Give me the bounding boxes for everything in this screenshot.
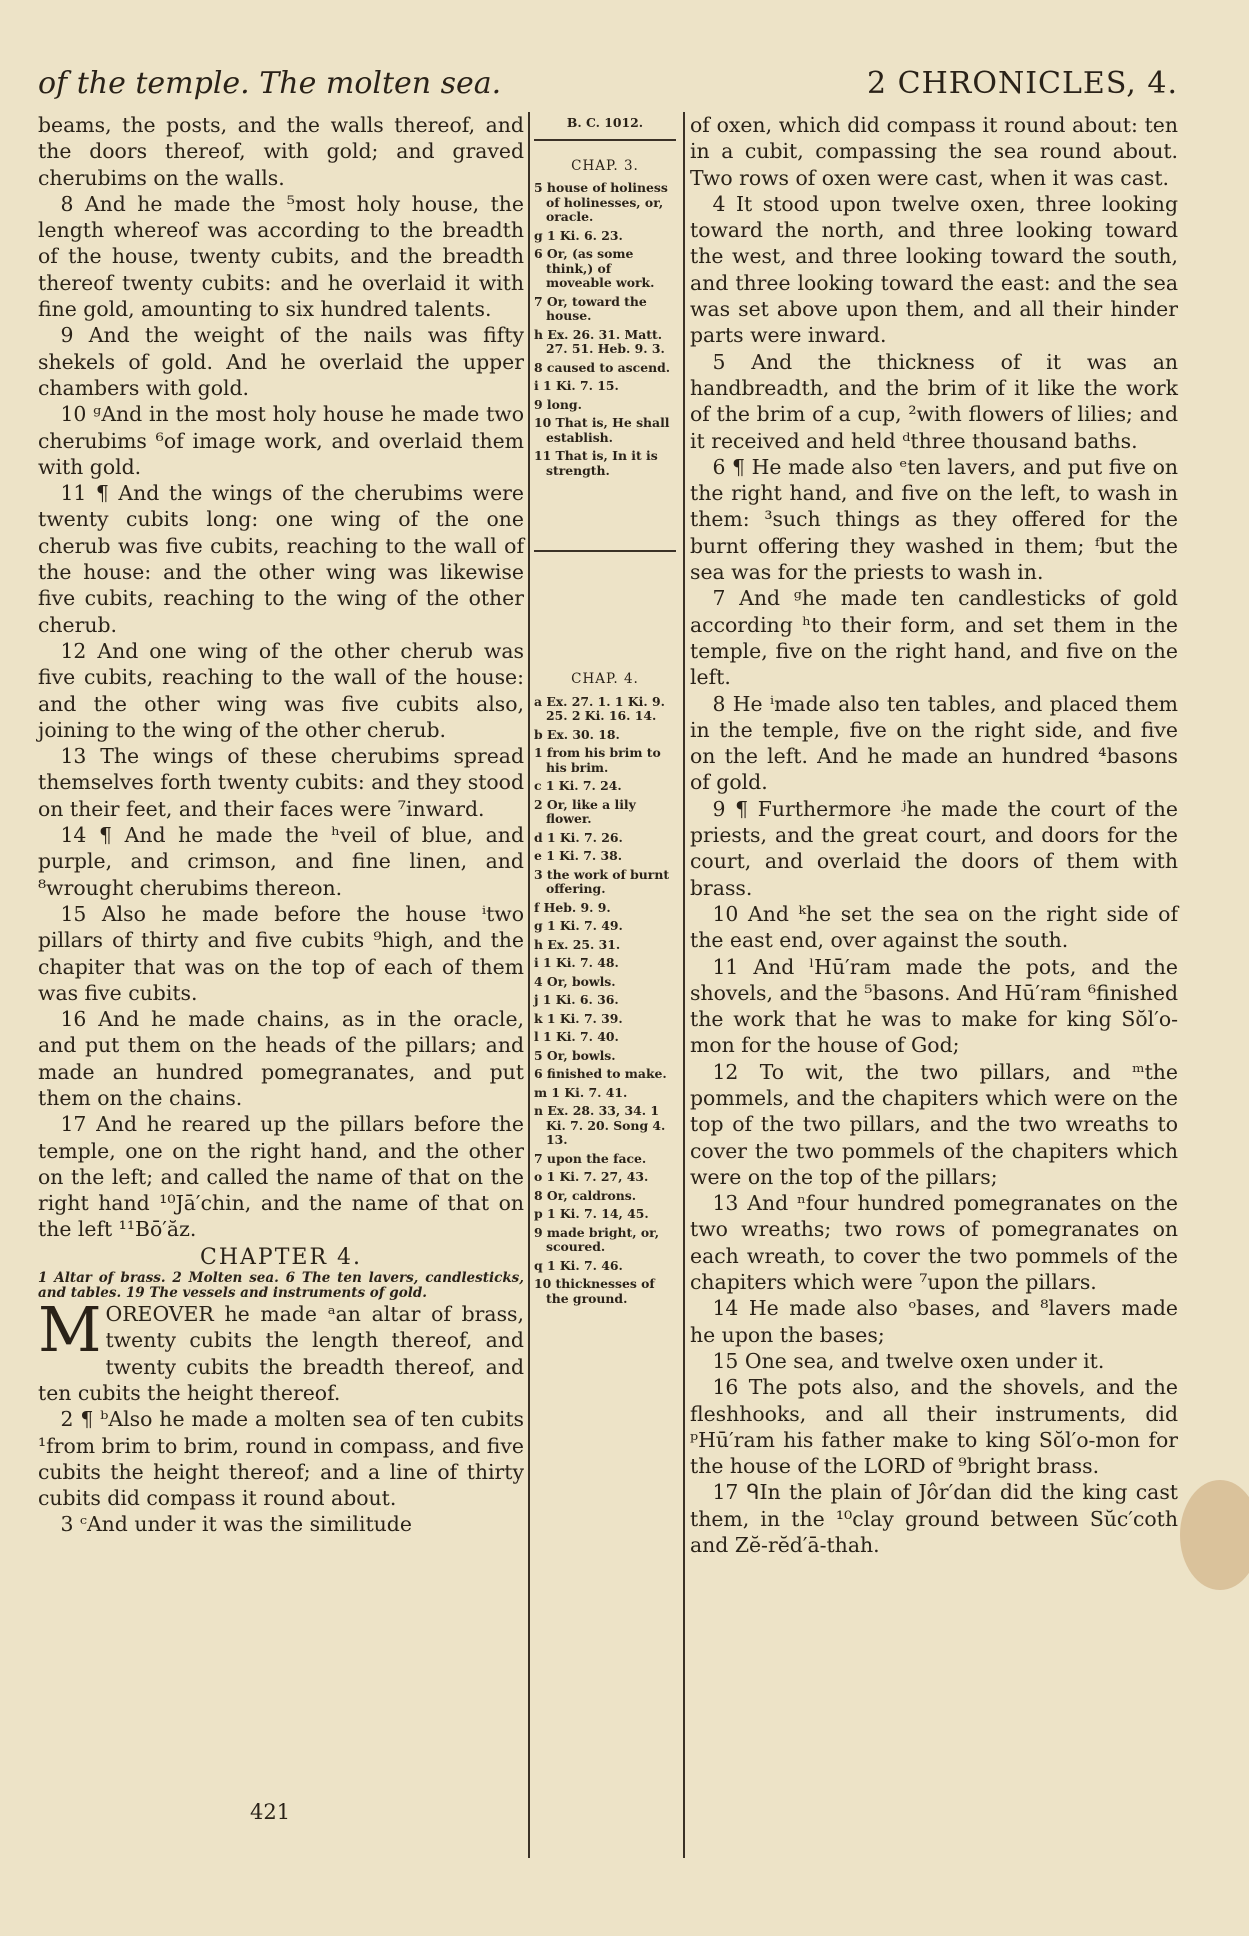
- verse: 11 ¶ And the wings of the cherubims were twenty cubits long: one wing of the one cherub was five cubits, reaching to the wall of the house: and the other wing was likewise five cubits, reaching to the wing of the other cherub.: [38, 481, 524, 637]
- verse: 6 ¶ He made also ᵉten lavers, and put five on the right hand, and five on the left, to wash in them: ³such things as they offered for the burnt offering they washed in them; ᶠbut the sea was for the priests to wash in.: [690, 454, 1178, 585]
- ref-note: 1 from his brim to his brim.: [534, 745, 661, 775]
- ref-note: d 1 Ki. 7. 26.: [534, 829, 623, 845]
- ref-note: 7 Or, toward the house.: [534, 293, 647, 323]
- verse: 9 ¶ Furthermore ʲhe made the court of the priests, and the great court, and doors for the court, and overlaid the doors of them with brass.: [690, 796, 1178, 900]
- reference-column: [534, 112, 676, 1310]
- verse-first: [38, 1293, 524, 1406]
- chap-label: CHAP. 4.: [571, 671, 639, 687]
- ref-note: 8 Or, caldrons.: [534, 1187, 637, 1203]
- ref-note: k 1 Ki. 7. 39.: [534, 1010, 623, 1026]
- verse: 14 He made also ᵒbases, and ⁸lavers made he upon the bases;: [690, 1296, 1178, 1347]
- verse: 7 And ᵍhe made ten candlesticks of gold according ʰto their form, and set them in the temple, five on the right hand, and five on the left.: [690, 586, 1178, 690]
- chap-label: CHAP. 3.: [571, 157, 639, 174]
- ref-note: 9 long.: [534, 396, 582, 412]
- left-column: [38, 112, 524, 1538]
- chapter-summary: 1 Altar of brass. 2 Molten sea. 6 The ten lavers, candlesticks, and tables. 19 The vessels and instruments of gold.: [38, 1270, 524, 1302]
- column-rule-right: [683, 112, 685, 1858]
- ref-note: n Ex. 28. 33, 34. 1 Ki. 7. 20. Song 4. 13.: [534, 1103, 666, 1147]
- right-column: [690, 112, 1178, 1558]
- ref-note: 3 the work of burnt offering.: [534, 866, 670, 896]
- ref-note: j 1 Ki. 6. 36.: [534, 992, 619, 1007]
- verse: 11 And ˡHū′ram made the pots, and the shovels, and the ⁵basons. And Hū′ram ⁶finished the work that he was to make for king Sŏl′o-mon for the house of God;: [690, 954, 1178, 1058]
- ref-note: 5 Or, bowls.: [534, 1047, 616, 1063]
- ref-note: h Ex. 26. 31. Matt. 27. 51. Heb. 9. 3.: [534, 326, 665, 356]
- divider: [534, 139, 676, 141]
- ref-note: o 1 Ki. 7. 27, 43.: [534, 1169, 649, 1184]
- ref-note: 6 Or, (as some think,) of moveable work.: [534, 246, 655, 290]
- verse: 4 It stood upon twelve oxen, three looking toward the north, and three looking toward the west, and three looking toward the south, and three looking toward the east: and the sea was set above upon them, and all their hinder parts were inward.: [690, 191, 1178, 348]
- ref-note: e 1 Ki. 7. 38.: [534, 848, 623, 863]
- verse: 15 One sea, and twelve oxen under it.: [712, 1348, 1105, 1373]
- verse: 10 And ᵏhe set the sea on the right side of the east end, over against the south.: [690, 901, 1178, 953]
- ref-note: i 1 Ki. 7. 48.: [534, 955, 619, 970]
- ref-note: 10 thicknesses of the ground.: [534, 1276, 655, 1306]
- ref-note: g 1 Ki. 6. 23.: [534, 227, 623, 243]
- verse: 8 And he made the ⁵most holy house, the length whereof was according to the breadth of the house, twenty cubits, and the breadth thereof twenty cubits: and he overlaid it with fine gold, amounting to six hundred talents.: [38, 191, 524, 322]
- ref-note: 10 That is, He shall establish.: [534, 415, 670, 445]
- date-label: B. C. 1012.: [566, 115, 644, 130]
- column-rule-left: [528, 112, 530, 1858]
- verse: 17 ᑫIn the plain of Jôr′dan did the king cast them, in the ¹⁰clay ground between Sŭc′coth and Zĕ-rĕd′ā-thah.: [690, 1480, 1178, 1558]
- verse: 13 And ⁿfour hundred pomegranates on the two wreaths; two rows of pomegranates on each wreath, to cover the two pommels of the chapiters which were ⁷upon the pillars.: [690, 1191, 1178, 1295]
- ref-note: 9 made bright, or, scoured.: [534, 1224, 660, 1254]
- verse: beams, the posts, and the walls thereof, and the doors thereof, with gold; and graved cherubims on the walls.: [38, 113, 524, 190]
- verse-text: OREOVER he made ᵃan altar of brass, twenty cubits the length thereof, and twenty cubits the breadth thereof, and ten cubits the height thereof.: [38, 1302, 524, 1405]
- ref-note: 11 That is, In it is strength.: [534, 448, 658, 478]
- verse: 12 To wit, the two pillars, and ᵐthe pommels, and the chapiters which were on the top of the two pillars, and the two wreaths to cover the two pommels of the chapiters which were on the top of the pillars;: [690, 1059, 1178, 1189]
- page-number: 421: [250, 1800, 291, 1824]
- verse: 15 Also he made before the house ⁱtwo pillars of thirty and five cubits ⁹high, and the chapiter that was on the top of each of them was five cubits.: [38, 901, 524, 1005]
- running-header: [38, 66, 1178, 112]
- ref-note: b Ex. 30. 18.: [534, 726, 620, 742]
- verse: 3 ᶜAnd under it was the similitude: [60, 1512, 412, 1537]
- divider: [534, 550, 676, 552]
- ref-note: q 1 Ki. 7. 46.: [534, 1257, 623, 1273]
- ref-note: p 1 Ki. 7. 14, 45.: [534, 1206, 649, 1221]
- ref-note: 2 Or, like a lily flower.: [534, 796, 636, 826]
- ref-note: 4 Or, bowls.: [534, 973, 616, 989]
- header-left: of the temple. The molten sea.: [38, 66, 502, 101]
- ref-note: 8 caused to ascend.: [534, 359, 671, 375]
- ref-note: i 1 Ki. 7. 15.: [534, 378, 619, 393]
- ref-note: l 1 Ki. 7. 40.: [534, 1029, 619, 1044]
- ref-note: m 1 Ki. 7. 41.: [534, 1084, 628, 1100]
- drop-cap: M: [38, 1293, 102, 1367]
- ref-note: a Ex. 27. 1. 1 Ki. 9. 25. 2 Ki. 16. 14.: [534, 693, 665, 723]
- verse: 13 The wings of these cherubims spread themselves forth twenty cubits: and they stood on their feet, and their faces were ⁷inward.: [38, 744, 524, 821]
- verse: 17 And he reared up the pillars before the temple, one on the right hand, and the other on the left; and called the name of that on the right hand ¹⁰Jā′chin, and the name of that on the left ¹¹Bō′ăz.: [38, 1112, 524, 1242]
- verse: 12 And one wing of the other cherub was five cubits, reaching to the wall of the house: and the other wing was five cubits also, joining to the wing of the other cherub.: [38, 638, 524, 742]
- verse: 2 ¶ ᵇAlso he made a molten sea of ten cubits ¹from brim to brim, round in compass, and five cubits the height thereof; and a line of thirty cubits did compass it round about.: [38, 1407, 524, 1511]
- verse: 10 ᵍAnd in the most holy house he made two cherubims ⁶of image work, and overlaid them with gold.: [38, 402, 524, 479]
- verse: 5 And the thickness of it was an handbreadth, and the brim of it like the work of the brim of a cup, ²with flowers of lilies; and it received and held ᵈthree thousand baths.: [690, 349, 1178, 453]
- verse: 16 The pots also, and the shovels, and the fleshhooks, and all their instruments, did ᵖHū′ram his father make to king Sŏl′o-mon for the house of the LORD of ⁹bright brass.: [690, 1375, 1178, 1479]
- ref-note: 7 upon the face.: [534, 1150, 647, 1166]
- verse: of oxen, which did compass it round about: ten in a cubit, compassing the sea round about. Two rows of oxen were cast, when it was cast.: [690, 113, 1178, 190]
- ref-note: f Heb. 9. 9.: [534, 899, 611, 915]
- ref-note: c 1 Ki. 7. 24.: [534, 778, 622, 793]
- paper-stain: [1180, 1480, 1249, 1590]
- header-right: 2 CHRONICLES, 4.: [867, 66, 1178, 101]
- chapter-heading: CHAPTER 4.: [200, 1244, 362, 1270]
- ref-note: 5 house of holiness of holinesses, or, oracle.: [534, 180, 668, 224]
- verse: 8 He ⁱmade also ten tables, and placed them in the temple, five on the right side, and five on the left. And he made an hundred ⁴basons of gold.: [690, 691, 1178, 795]
- verse: 16 And he made chains, as in the oracle, and put them on the heads of the pillars; and made an hundred pomegranates, and put them on the chains.: [38, 1007, 524, 1110]
- verse: 14 ¶ And he made the ʰveil of blue, and purple, and crimson, and fine linen, and ⁸wrought cherubims thereon.: [38, 823, 524, 900]
- ref-note: 6 finished to make.: [534, 1066, 667, 1081]
- verse: 9 And the weight of the nails was fifty shekels of gold. And he overlaid the upper chambers with gold.: [38, 323, 524, 400]
- ref-note: h Ex. 25. 31.: [534, 936, 621, 952]
- ref-note: g 1 Ki. 7. 49.: [534, 918, 623, 933]
